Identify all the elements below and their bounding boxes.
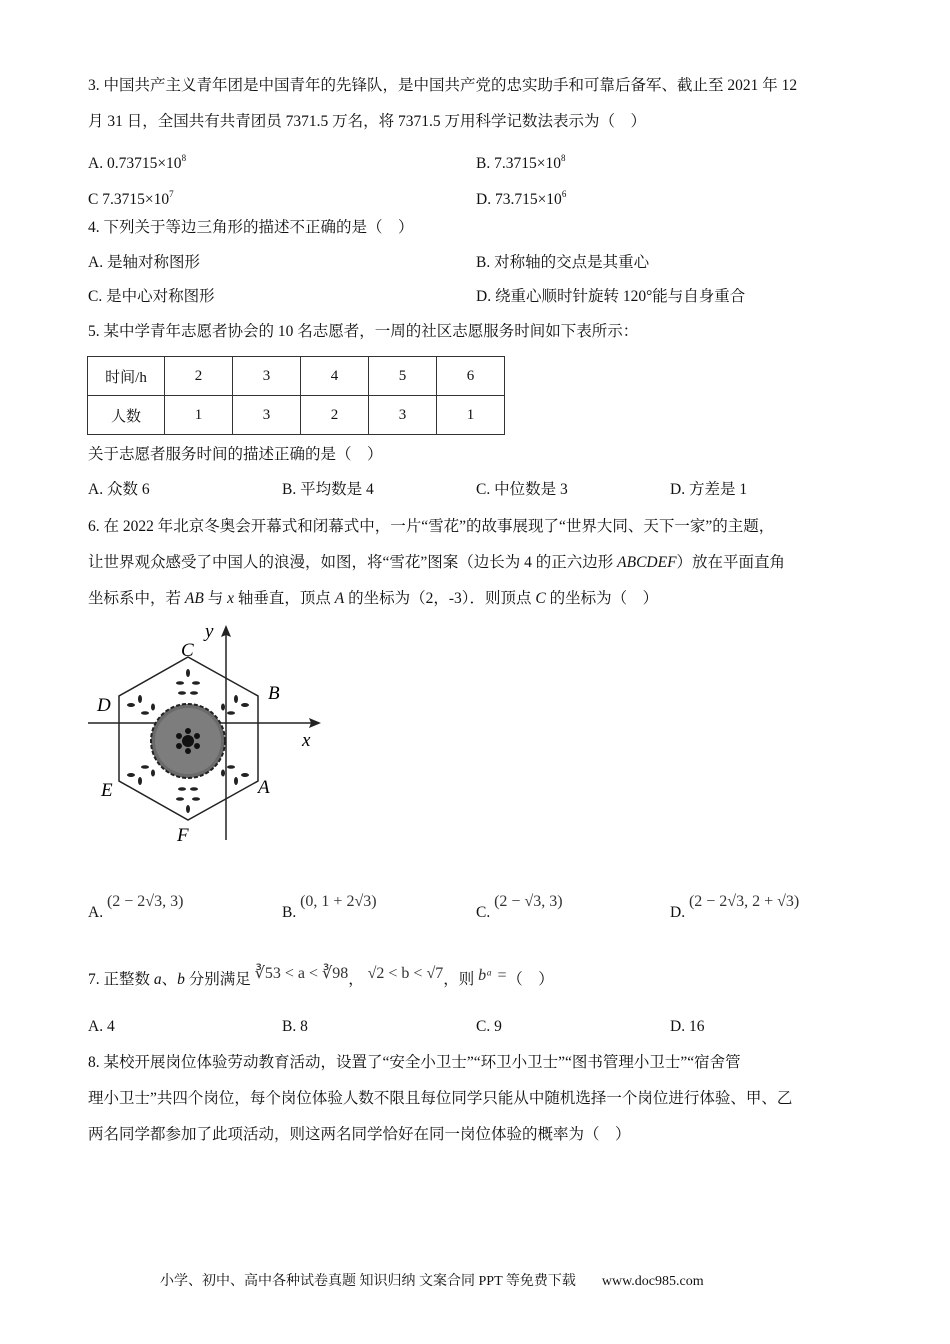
q8-stem-line1: 8. 某校开展岗位体验劳动教育活动，设置了“安全小卫士”“环卫小卫士”“图书管理小卫士”“宿舍管 [88, 1054, 741, 1071]
q3-option-c[interactable]: C $7.3715\times 10^7$ [88, 189, 174, 208]
q7-condition-b: √2 < b < √7 [367, 965, 444, 982]
vertex-label-a: A [258, 777, 270, 798]
footer-link[interactable]: www.doc985.com [601, 1274, 704, 1289]
table-cell: 3 [233, 396, 301, 435]
q4-option-a[interactable]: A. 是轴对称图形 [88, 254, 200, 271]
q5-option-b[interactable]: B. 平均数是 4 [282, 481, 374, 498]
q4-option-b[interactable]: B. 对称轴的交点是其重心 [476, 254, 650, 271]
q6-option-b[interactable]: B. (0, 1 + 2√3) [282, 893, 377, 921]
q6-stem-line1: 6. 在 2022 年北京冬奥会开幕式和闭幕式中，一片“雪花”的故事展现了“世界大同、天下一家”的主题， [88, 518, 775, 535]
axis-label-x: x [302, 730, 311, 751]
vertex-label-b: B [268, 683, 280, 704]
q3-option-b[interactable]: B. $7.3715\times 10^8$ [476, 153, 566, 172]
q3-stem-line1: 3. 中国共产主义青年团是中国青年的先锋队，是中国共产党的忠实助手和可靠后备军、截止至 2021 年 12 [88, 77, 798, 94]
q6-option-c[interactable]: C. (2 − √3, 3) [476, 893, 563, 921]
q5-question: 关于志愿者服务时间的描述正确的是（ ） [88, 446, 383, 463]
q7-option-b[interactable]: B. 8 [282, 1018, 308, 1035]
table-row [88, 357, 505, 396]
q4-option-c[interactable]: C. 是中心对称图形 [88, 288, 215, 305]
q8-stem-line3: 两名同学都参加了此项活动，则这两名同学恰好在同一岗位体验的概率为（ ） [88, 1126, 631, 1143]
q6-option-d[interactable]: D. (2 − 2√3, 2 + √3) [670, 893, 800, 921]
snowflake-hexagon-figure [85, 615, 345, 855]
q7-condition-a: ∛53 < a < ∛98 [254, 965, 349, 982]
q5-data-table [87, 356, 505, 435]
q8-stem-line2: 理小卫士”共四个岗位，每个岗位体验人数不限且每位同学只能从中随机选择一个岗位进行体验、甲、乙 [88, 1090, 793, 1107]
table-cell: 3 [233, 357, 301, 396]
vertex-label-e: E [101, 780, 113, 801]
vertex-label-f: F [177, 825, 189, 846]
q5-stem: 5. 某中学青年志愿者协会的 10 名志愿者，一周的社区志愿服务时间如下表所示： [88, 323, 639, 340]
q6-stem-line3: 坐标系中，若 AB 与 x 轴垂直，顶点 A 的坐标为（2，-3）．则顶点 C 的坐标为（ ） [88, 590, 659, 607]
q5-option-a[interactable]: A. 众数 6 [88, 481, 150, 498]
table-cell: 1 [165, 396, 233, 435]
table-cell: 人数 [88, 396, 165, 435]
q3-option-d[interactable]: D. $73.715\times 10^6$ [476, 189, 567, 208]
q7-option-a[interactable]: A. 4 [88, 1018, 115, 1035]
table-cell: 3 [369, 396, 437, 435]
q7-stem: 7. 正整数 a、b 分别满足 ∛53 < a < ∛98， √2 < b < √7，则 bᵃ =（ ） [88, 965, 554, 988]
q4-stem: 4. 下列关于等边三角形的描述不正确的是（ ） [88, 219, 414, 236]
q7-option-d[interactable]: D. 16 [670, 1018, 705, 1035]
table-cell: 1 [437, 396, 505, 435]
q3-option-a[interactable]: A. $0.73715\times 10^8$ [88, 153, 187, 172]
q5-option-d[interactable]: D. 方差是 1 [670, 481, 748, 498]
q7-option-c[interactable]: C. 9 [476, 1018, 502, 1035]
table-cell: 5 [369, 357, 437, 396]
vertex-label-d: D [97, 695, 111, 716]
q4-option-d[interactable]: D. 绕重心顺时针旋转 120°能与自身重合 [476, 288, 746, 305]
q5-option-c[interactable]: C. 中位数是 3 [476, 481, 568, 498]
table-cell: 2 [301, 396, 369, 435]
q6-stem-line2: 让世界观众感受了中国人的浪漫，如图，将“雪花”图案（边长为 4 的正六边形 ABCDEF）放在平面直角 [88, 554, 786, 571]
table-cell: 4 [301, 357, 369, 396]
page-footer: 小学、初中、高中各种试卷真题 知识归纳 文案合同 PPT 等免费下载 www.doc985.com [160, 1274, 704, 1289]
table-cell: 2 [165, 357, 233, 396]
axis-label-y: y [205, 621, 214, 642]
table-cell: 6 [437, 357, 505, 396]
q6-option-a[interactable]: A. (2 − 2√3, 3) [88, 893, 184, 921]
table-cell: 时间/h [88, 357, 165, 396]
table-row [88, 396, 505, 435]
q7-expression: bᵃ = [478, 967, 508, 984]
q3-stem-line2: 月 31 日，全国共有共青团员 7371.5 万名，将 7371.5 万用科学记数法表示为（ ） [88, 113, 647, 130]
vertex-label-c: C [181, 640, 194, 661]
